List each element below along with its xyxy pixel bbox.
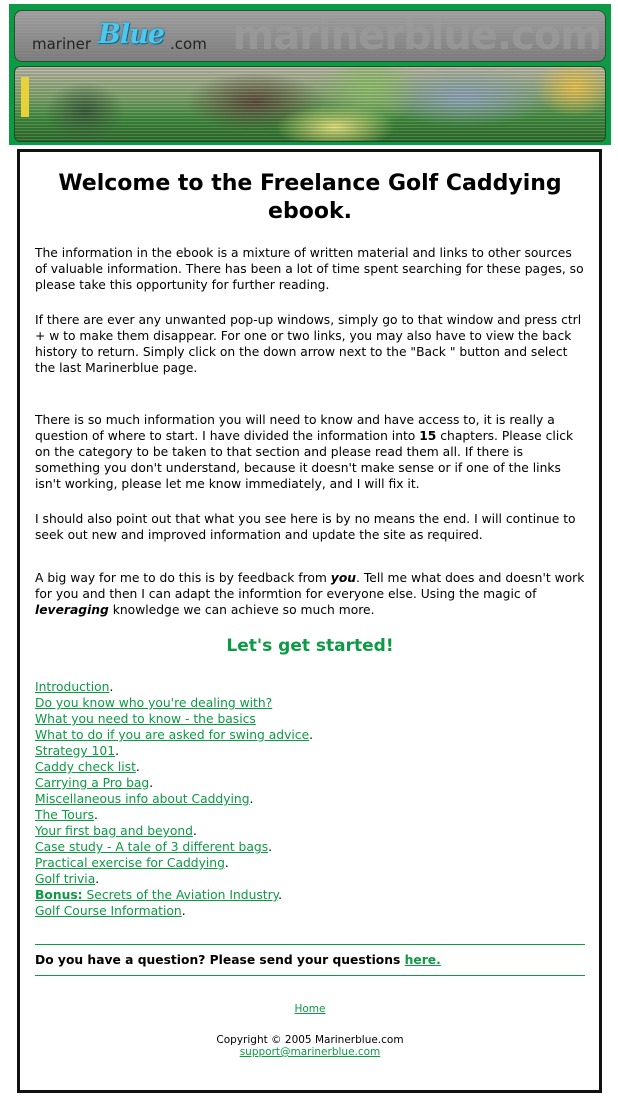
chapter-item bbox=[35, 839, 313, 855]
punctuation: . bbox=[192, 824, 197, 838]
logo-text-mariner: mariner bbox=[32, 35, 92, 53]
punctuation: . bbox=[93, 808, 98, 822]
updates-paragraph: I should also point out that what you see here is by no means the end. I will continue to seek out new and improved information and update the site as required. bbox=[35, 512, 576, 542]
chapter-item bbox=[35, 759, 313, 775]
chapter-link-first-bag[interactable]: Your first bag and beyond bbox=[35, 824, 193, 838]
header-photo-banner bbox=[14, 66, 606, 142]
punctuation: . bbox=[278, 888, 283, 902]
chapter-item bbox=[35, 775, 313, 791]
chapter-item bbox=[35, 679, 313, 695]
punctuation: . bbox=[249, 792, 254, 806]
punctuation: . bbox=[115, 744, 119, 758]
divider-bottom bbox=[35, 975, 585, 976]
logo-text-com: .com bbox=[170, 35, 207, 53]
chapter-item bbox=[35, 711, 313, 727]
emphasis-you: you bbox=[330, 571, 357, 585]
chapters-paragraph bbox=[35, 412, 585, 492]
intro-paragraph: The information in the ebook is a mixture of written material and links to other sources of valuable information. There has been a lot of time spent searching for these pages, so please take this opportunity for further reading. bbox=[35, 246, 584, 292]
support-email-link[interactable]: support@marinerblue.com bbox=[239, 1046, 381, 1058]
punctuation: . bbox=[309, 728, 314, 742]
chapter-link-the-tours[interactable]: The Tours bbox=[35, 808, 94, 822]
chapter-item bbox=[35, 695, 313, 711]
chapter-link-basics[interactable]: What you need to know - the basics bbox=[35, 712, 256, 726]
chapter-count: 15 bbox=[419, 429, 437, 443]
punctuation: . bbox=[181, 904, 186, 918]
chapter-link-introduction[interactable]: Introduction bbox=[35, 680, 110, 694]
emphasis-leveraging: leveraging bbox=[35, 603, 109, 617]
main-content bbox=[17, 149, 602, 1093]
chapter-item bbox=[35, 727, 313, 743]
chapter-item bbox=[35, 791, 313, 807]
logo-bar bbox=[14, 10, 606, 62]
punctuation: . bbox=[224, 856, 229, 870]
golf-flag-icon bbox=[21, 77, 29, 117]
chapter-link-pro-bag[interactable]: Carrying a Pro bag bbox=[35, 776, 150, 790]
started-heading: Let's get started! bbox=[226, 636, 394, 656]
home-link[interactable]: Home bbox=[294, 1003, 326, 1015]
punctuation: . bbox=[135, 760, 140, 774]
page-title: Welcome to the Freelance Golf Caddying ebook. bbox=[58, 171, 562, 224]
question-line bbox=[35, 953, 441, 967]
chapter-link-misc-info[interactable]: Miscellaneous info about Caddying bbox=[35, 792, 250, 806]
footer-home bbox=[35, 1003, 585, 1015]
chapter-list bbox=[35, 679, 313, 919]
chapter-item bbox=[35, 743, 313, 759]
chapter-link-golf-trivia[interactable]: Golf trivia bbox=[35, 872, 96, 886]
feedback-text: A big way for me to do this is by feedback from bbox=[35, 571, 331, 585]
chapter-link-bonus-aviation[interactable] bbox=[35, 888, 278, 902]
punctuation: . bbox=[109, 680, 114, 694]
punctuation: . bbox=[149, 776, 154, 790]
footer-copyright bbox=[35, 1034, 585, 1058]
chapter-link-practical-exercise[interactable]: Practical exercise for Caddying bbox=[35, 856, 225, 870]
bonus-link-text: Secrets of the Aviation Industry bbox=[82, 888, 279, 902]
logo-text-blue: Blue bbox=[98, 19, 164, 50]
punctuation: . bbox=[95, 872, 100, 886]
feedback-text-2: . Tell me what does and doesn't work for you and then I can adapt the informtion for everyone else. Using the magic of bbox=[35, 571, 585, 601]
chapter-item bbox=[35, 903, 313, 919]
chapter-link-who-dealing-with[interactable]: Do you know who you're dealing with? bbox=[35, 696, 273, 710]
question-text: Do you have a question? Please send your questions bbox=[35, 953, 405, 967]
bonus-label: Bonus: bbox=[35, 888, 83, 902]
punctuation: . bbox=[268, 840, 273, 854]
feedback-paragraph bbox=[35, 570, 585, 618]
chapter-item bbox=[35, 823, 313, 839]
chapter-link-case-study[interactable]: Case study - A tale of 3 different bags bbox=[35, 840, 269, 854]
chapters-paragraph-text-2: chapters. Please click on the category to be taken to that section and please read them all. If there is something you don't understand, because it doesn't make sense or if one of the links isn't working, please let me know immediately, and I will fix it. bbox=[35, 429, 574, 491]
chapters-paragraph-text: There is so much information you will need to know and have access to, it is really a question of where to start. I have divided the information into bbox=[35, 413, 555, 443]
chapter-link-golf-course-info[interactable]: Golf Course Information bbox=[35, 904, 182, 918]
chapter-link-swing-advice[interactable]: What to do if you are asked for swing advice bbox=[35, 728, 310, 742]
question-here-link[interactable]: here. bbox=[404, 953, 441, 967]
popup-paragraph: If there are ever any unwanted pop-up windows, simply go to that window and press ctrl + w to make them disappear. For one or two links, you may also have to view the back history to return. Simply click on the down arrow next to the "Back " button and select the last Marinerblue page. bbox=[35, 313, 582, 375]
chapter-link-caddy-check-list[interactable]: Caddy check list bbox=[35, 760, 136, 774]
chapter-item bbox=[35, 855, 313, 871]
header-watermark: marinerblue.com bbox=[232, 13, 601, 59]
feedback-text-3: knowledge we can achieve so much more. bbox=[108, 603, 375, 617]
chapter-item bbox=[35, 807, 313, 823]
divider-top bbox=[35, 944, 585, 945]
copyright-text: Copyright © 2005 Marinerblue.com bbox=[216, 1034, 404, 1046]
chapter-item bbox=[35, 871, 313, 887]
chapter-item bbox=[35, 887, 313, 903]
site-header bbox=[9, 4, 611, 145]
chapter-link-strategy-101[interactable]: Strategy 101 bbox=[35, 744, 116, 758]
